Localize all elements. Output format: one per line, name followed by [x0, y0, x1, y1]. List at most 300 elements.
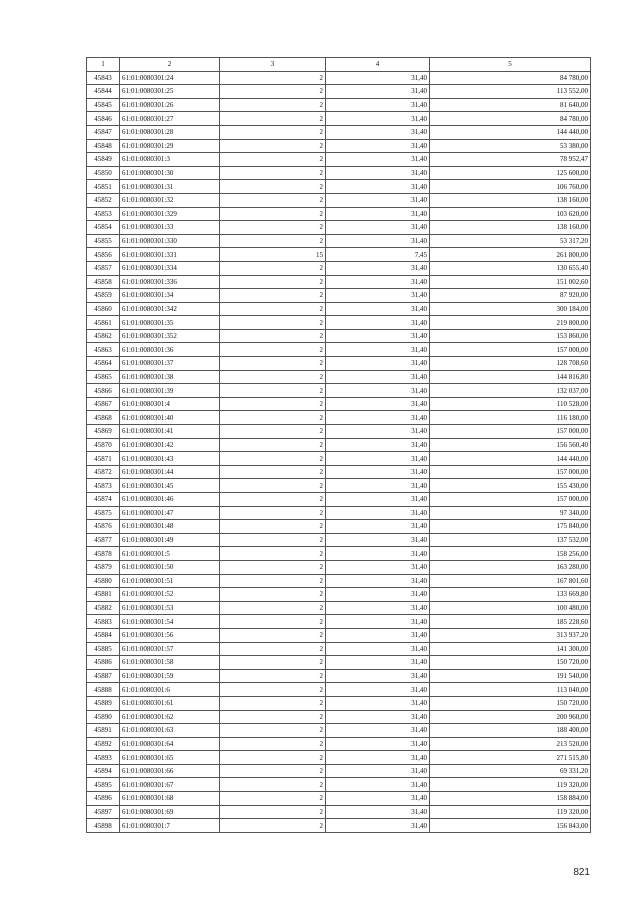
table-cell-col-2: 61:01:0080301:44 [120, 465, 220, 479]
table-cell-col-5: 119 320,00 [430, 805, 591, 819]
table-cell-col-3: 2 [220, 411, 326, 425]
table-row [87, 506, 591, 520]
table-row [87, 207, 591, 221]
table-cell-col-3: 2 [220, 792, 326, 806]
table-cell-col-4: 31,40 [326, 98, 430, 112]
table-row [87, 493, 591, 507]
table-row [87, 642, 591, 656]
table-cell-col-2: 61:01:0080301:37 [120, 357, 220, 371]
table-cell-col-2: 61:01:0080301:47 [120, 506, 220, 520]
table-row [87, 411, 591, 425]
table-cell-col-2: 61:01:0080301:35 [120, 316, 220, 330]
table-cell-col-3: 2 [220, 479, 326, 493]
table-cell-col-1: 45892 [87, 737, 120, 751]
table-row [87, 125, 591, 139]
header-col-4: 4 [326, 58, 430, 72]
table-cell-col-4: 31,40 [326, 329, 430, 343]
table-cell-col-4: 31,40 [326, 805, 430, 819]
table-cell-col-4: 31,40 [326, 696, 430, 710]
table-cell-col-1: 45866 [87, 384, 120, 398]
table-cell-col-5: 137 532,00 [430, 533, 591, 547]
table-row [87, 710, 591, 724]
table-row [87, 669, 591, 683]
table-cell-col-2: 61:01:0080301:331 [120, 248, 220, 262]
table-cell-col-2: 61:01:0080301:62 [120, 710, 220, 724]
table-cell-col-4: 31,40 [326, 724, 430, 738]
table-cell-col-2: 61:01:0080301:68 [120, 792, 220, 806]
table-cell-col-3: 2 [220, 180, 326, 194]
table-cell-col-1: 45873 [87, 479, 120, 493]
table-cell-col-2: 61:01:0080301:42 [120, 438, 220, 452]
table-cell-col-1: 45879 [87, 560, 120, 574]
table-cell-col-1: 45852 [87, 193, 120, 207]
table-cell-col-2: 61:01:0080301:27 [120, 112, 220, 126]
table-cell-col-3: 2 [220, 560, 326, 574]
table-cell-col-2: 61:01:0080301:36 [120, 343, 220, 357]
table-row [87, 438, 591, 452]
table-cell-col-3: 2 [220, 71, 326, 85]
table-cell-col-2: 61:01:0080301:64 [120, 737, 220, 751]
table-cell-col-4: 31,40 [326, 316, 430, 330]
table-cell-col-1: 45872 [87, 465, 120, 479]
table-cell-col-5: 219 800,00 [430, 316, 591, 330]
table-cell-col-1: 45851 [87, 180, 120, 194]
table-cell-col-2: 61:01:0080301:40 [120, 411, 220, 425]
table-row [87, 792, 591, 806]
table-cell-col-1: 45887 [87, 669, 120, 683]
table-cell-col-1: 45847 [87, 125, 120, 139]
table-cell-col-3: 2 [220, 316, 326, 330]
table-cell-col-4: 31,40 [326, 465, 430, 479]
table-cell-col-4: 31,40 [326, 153, 430, 167]
table-cell-col-5: 156 843,00 [430, 819, 591, 833]
table-cell-col-1: 45889 [87, 696, 120, 710]
table-cell-col-3: 2 [220, 357, 326, 371]
table-cell-col-5: 113 040,00 [430, 683, 591, 697]
table-cell-col-1: 45848 [87, 139, 120, 153]
table-row [87, 153, 591, 167]
table-cell-col-4: 31,40 [326, 289, 430, 303]
table-cell-col-2: 61:01:0080301:52 [120, 588, 220, 602]
table-cell-col-2: 61:01:0080301:329 [120, 207, 220, 221]
table-cell-col-3: 2 [220, 601, 326, 615]
table-cell-col-4: 31,40 [326, 166, 430, 180]
table-cell-col-1: 45861 [87, 316, 120, 330]
table-cell-col-1: 45867 [87, 397, 120, 411]
table-cell-col-5: 84 780,00 [430, 71, 591, 85]
table-cell-col-1: 45857 [87, 261, 120, 275]
table-cell-col-2: 61:01:0080301:43 [120, 452, 220, 466]
table-cell-col-5: 157 000,00 [430, 493, 591, 507]
table-cell-col-5: 87 920,00 [430, 289, 591, 303]
table-cell-col-5: 153 860,00 [430, 329, 591, 343]
table-cell-col-3: 2 [220, 438, 326, 452]
table-row [87, 615, 591, 629]
table-cell-col-3: 2 [220, 234, 326, 248]
table-cell-col-1: 45845 [87, 98, 120, 112]
table-cell-col-1: 45865 [87, 370, 120, 384]
table-cell-col-2: 61:01:0080301:56 [120, 628, 220, 642]
table-cell-col-3: 2 [220, 751, 326, 765]
table-cell-col-3: 2 [220, 465, 326, 479]
table-cell-col-3: 2 [220, 275, 326, 289]
table-cell-col-1: 45850 [87, 166, 120, 180]
table-cell-col-4: 31,40 [326, 261, 430, 275]
table-cell-col-1: 45843 [87, 71, 120, 85]
table-cell-col-5: 271 515,80 [430, 751, 591, 765]
table-cell-col-5: 144 440,00 [430, 125, 591, 139]
table-cell-col-4: 31,40 [326, 193, 430, 207]
table-row [87, 112, 591, 126]
table-cell-col-1: 45894 [87, 764, 120, 778]
table-cell-col-4: 31,40 [326, 425, 430, 439]
table-cell-col-5: 78 952,47 [430, 153, 591, 167]
table-cell-col-4: 31,40 [326, 479, 430, 493]
table-cell-col-3: 2 [220, 493, 326, 507]
table-cell-col-5: 100 480,00 [430, 601, 591, 615]
table-row [87, 778, 591, 792]
table-cell-col-3: 2 [220, 302, 326, 316]
table-cell-col-2: 61:01:0080301:24 [120, 71, 220, 85]
table-cell-col-2: 61:01:0080301:38 [120, 370, 220, 384]
table-cell-col-1: 45856 [87, 248, 120, 262]
table-cell-col-3: 2 [220, 193, 326, 207]
table-cell-col-1: 45880 [87, 574, 120, 588]
table-cell-col-2: 61:01:0080301:46 [120, 493, 220, 507]
table-row [87, 560, 591, 574]
table-cell-col-3: 2 [220, 166, 326, 180]
table-cell-col-2: 61:01:0080301:41 [120, 425, 220, 439]
table-cell-col-4: 7,45 [326, 248, 430, 262]
header-col-2: 2 [120, 58, 220, 72]
table-cell-col-3: 2 [220, 384, 326, 398]
table-cell-col-4: 31,40 [326, 207, 430, 221]
table-cell-col-1: 45859 [87, 289, 120, 303]
table-row [87, 601, 591, 615]
table-cell-col-4: 31,40 [326, 85, 430, 99]
table-cell-col-1: 45895 [87, 778, 120, 792]
table-cell-col-3: 2 [220, 520, 326, 534]
table-cell-col-4: 31,40 [326, 71, 430, 85]
table-cell-col-5: 191 540,00 [430, 669, 591, 683]
table-cell-col-2: 61:01:0080301:51 [120, 574, 220, 588]
table-row [87, 656, 591, 670]
table-cell-col-1: 45864 [87, 357, 120, 371]
table-cell-col-3: 2 [220, 85, 326, 99]
table-cell-col-3: 2 [220, 207, 326, 221]
table-cell-col-4: 31,40 [326, 384, 430, 398]
table-cell-col-5: 156 560,40 [430, 438, 591, 452]
table-cell-col-2: 61:01:0080301:31 [120, 180, 220, 194]
table-cell-col-1: 45869 [87, 425, 120, 439]
page-number: 821 [573, 867, 590, 878]
table-row [87, 357, 591, 371]
table-cell-col-1: 45853 [87, 207, 120, 221]
table-cell-col-3: 2 [220, 125, 326, 139]
table-cell-col-1: 45871 [87, 452, 120, 466]
table-cell-col-3: 2 [220, 452, 326, 466]
table-cell-col-5: 103 620,00 [430, 207, 591, 221]
table-cell-col-1: 45884 [87, 628, 120, 642]
table-cell-col-1: 45881 [87, 588, 120, 602]
table-row [87, 289, 591, 303]
header-row [87, 58, 591, 72]
table-cell-col-2: 61:01:0080301:48 [120, 520, 220, 534]
table-cell-col-4: 31,40 [326, 547, 430, 561]
table-cell-col-3: 2 [220, 628, 326, 642]
table-cell-col-1: 45885 [87, 642, 120, 656]
table-cell-col-3: 2 [220, 778, 326, 792]
table-cell-col-5: 313 937,20 [430, 628, 591, 642]
table-cell-col-2: 61:01:0080301:57 [120, 642, 220, 656]
header-col-3: 3 [220, 58, 326, 72]
table-cell-col-5: 150 720,00 [430, 656, 591, 670]
table-cell-col-4: 31,40 [326, 370, 430, 384]
table-cell-col-3: 2 [220, 506, 326, 520]
table-row [87, 452, 591, 466]
table-cell-col-2: 61:01:0080301:29 [120, 139, 220, 153]
table-cell-col-3: 2 [220, 221, 326, 235]
table-cell-col-1: 45874 [87, 493, 120, 507]
table-cell-col-3: 2 [220, 261, 326, 275]
table-cell-col-1: 45863 [87, 343, 120, 357]
table-cell-col-4: 31,40 [326, 656, 430, 670]
table-cell-col-4: 31,40 [326, 506, 430, 520]
table-cell-col-2: 61:01:0080301:26 [120, 98, 220, 112]
table-row [87, 71, 591, 85]
table-cell-col-3: 2 [220, 533, 326, 547]
table-cell-col-1: 45891 [87, 724, 120, 738]
table-cell-col-5: 158 884,00 [430, 792, 591, 806]
table-cell-col-2: 61:01:0080301:69 [120, 805, 220, 819]
table-row [87, 166, 591, 180]
table-cell-col-4: 31,40 [326, 343, 430, 357]
table-cell-col-3: 2 [220, 112, 326, 126]
table-cell-col-4: 31,40 [326, 112, 430, 126]
table-row [87, 248, 591, 262]
table-row [87, 588, 591, 602]
table-row [87, 343, 591, 357]
table-cell-col-4: 31,40 [326, 357, 430, 371]
table-row [87, 425, 591, 439]
table-cell-col-3: 2 [220, 710, 326, 724]
table-cell-col-3: 2 [220, 153, 326, 167]
table-cell-col-5: 125 600,00 [430, 166, 591, 180]
table-cell-col-1: 45888 [87, 683, 120, 697]
table-cell-col-2: 61:01:0080301:334 [120, 261, 220, 275]
table-row [87, 628, 591, 642]
table-cell-col-5: 138 160,00 [430, 221, 591, 235]
table-row [87, 737, 591, 751]
table-cell-col-3: 2 [220, 724, 326, 738]
table-cell-col-2: 61:01:0080301:25 [120, 85, 220, 99]
table-cell-col-2: 61:01:0080301:49 [120, 533, 220, 547]
table-cell-col-2: 61:01:0080301:65 [120, 751, 220, 765]
table-row [87, 180, 591, 194]
table-cell-col-5: 188 400,00 [430, 724, 591, 738]
table-cell-col-5: 155 430,00 [430, 479, 591, 493]
table-cell-col-1: 45868 [87, 411, 120, 425]
table-cell-col-3: 2 [220, 139, 326, 153]
table-cell-col-2: 61:01:0080301:59 [120, 669, 220, 683]
table-row [87, 520, 591, 534]
table-cell-col-2: 61:01:0080301:7 [120, 819, 220, 833]
table-cell-col-2: 61:01:0080301:32 [120, 193, 220, 207]
table-row [87, 683, 591, 697]
table-cell-col-2: 61:01:0080301:28 [120, 125, 220, 139]
table-cell-col-2: 61:01:0080301:54 [120, 615, 220, 629]
table-row [87, 370, 591, 384]
table-cell-col-2: 61:01:0080301:3 [120, 153, 220, 167]
table-cell-col-1: 45896 [87, 792, 120, 806]
table-cell-col-3: 2 [220, 683, 326, 697]
table-cell-col-5: 110 528,00 [430, 397, 591, 411]
table-row [87, 547, 591, 561]
table-cell-col-5: 167 801,60 [430, 574, 591, 588]
table-cell-col-4: 31,40 [326, 125, 430, 139]
table-cell-col-2: 61:01:0080301:53 [120, 601, 220, 615]
table-cell-col-1: 45855 [87, 234, 120, 248]
table-cell-col-5: 97 340,00 [430, 506, 591, 520]
header-col-5: 5 [430, 58, 591, 72]
table-cell-col-3: 2 [220, 343, 326, 357]
table-cell-col-5: 300 184,00 [430, 302, 591, 316]
table-cell-col-4: 31,40 [326, 221, 430, 235]
table-cell-col-4: 31,40 [326, 180, 430, 194]
table-cell-col-2: 61:01:0080301:58 [120, 656, 220, 670]
table-cell-col-1: 45882 [87, 601, 120, 615]
table-cell-col-5: 144 440,00 [430, 452, 591, 466]
table-cell-col-5: 213 520,00 [430, 737, 591, 751]
table-cell-col-5: 106 760,00 [430, 180, 591, 194]
table-cell-col-5: 163 280,00 [430, 560, 591, 574]
table-cell-col-4: 31,40 [326, 642, 430, 656]
table-cell-col-4: 31,40 [326, 452, 430, 466]
table-cell-col-4: 31,40 [326, 234, 430, 248]
data-table [86, 57, 591, 833]
table-row [87, 234, 591, 248]
table-cell-col-2: 61:01:0080301:45 [120, 479, 220, 493]
table-cell-col-4: 31,40 [326, 397, 430, 411]
table-cell-col-5: 81 640,00 [430, 98, 591, 112]
table-cell-col-4: 31,40 [326, 560, 430, 574]
table-cell-col-5: 150 720,00 [430, 696, 591, 710]
table-cell-col-4: 31,40 [326, 438, 430, 452]
table-cell-col-3: 2 [220, 615, 326, 629]
table-cell-col-3: 2 [220, 397, 326, 411]
table-cell-col-3: 2 [220, 656, 326, 670]
table-cell-col-1: 45846 [87, 112, 120, 126]
table-cell-col-3: 2 [220, 588, 326, 602]
table-cell-col-1: 45883 [87, 615, 120, 629]
table-cell-col-4: 31,40 [326, 520, 430, 534]
table-cell-col-4: 31,40 [326, 710, 430, 724]
table-cell-col-4: 31,40 [326, 302, 430, 316]
table-row [87, 193, 591, 207]
table-cell-col-3: 15 [220, 248, 326, 262]
table-cell-col-5: 158 256,00 [430, 547, 591, 561]
table-cell-col-2: 61:01:0080301:34 [120, 289, 220, 303]
table-cell-col-4: 31,40 [326, 764, 430, 778]
table-cell-col-5: 175 840,00 [430, 520, 591, 534]
table-cell-col-1: 45862 [87, 329, 120, 343]
table-row [87, 85, 591, 99]
table-cell-col-5: 128 708,60 [430, 357, 591, 371]
table-row [87, 764, 591, 778]
table-cell-col-2: 61:01:0080301:61 [120, 696, 220, 710]
table-cell-col-3: 2 [220, 764, 326, 778]
table-cell-col-3: 2 [220, 98, 326, 112]
table-row [87, 819, 591, 833]
table-cell-col-5: 157 000,00 [430, 425, 591, 439]
table-cell-col-4: 31,40 [326, 533, 430, 547]
table-cell-col-1: 45876 [87, 520, 120, 534]
table-cell-col-4: 31,40 [326, 139, 430, 153]
table-cell-col-1: 45878 [87, 547, 120, 561]
table-cell-col-1: 45844 [87, 85, 120, 99]
table-cell-col-5: 119 320,00 [430, 778, 591, 792]
table-row [87, 465, 591, 479]
table-cell-col-4: 31,40 [326, 737, 430, 751]
table-body [87, 71, 591, 832]
table-cell-col-3: 2 [220, 669, 326, 683]
table-cell-col-5: 53 317,20 [430, 234, 591, 248]
table-cell-col-5: 84 780,00 [430, 112, 591, 126]
table-cell-col-1: 45877 [87, 533, 120, 547]
table-cell-col-2: 61:01:0080301:4 [120, 397, 220, 411]
table-row [87, 98, 591, 112]
table-row [87, 479, 591, 493]
table-row [87, 261, 591, 275]
table-cell-col-4: 31,40 [326, 275, 430, 289]
table-row [87, 221, 591, 235]
table-cell-col-2: 61:01:0080301:67 [120, 778, 220, 792]
table-cell-col-3: 2 [220, 547, 326, 561]
table-row [87, 696, 591, 710]
table-cell-col-2: 61:01:0080301:66 [120, 764, 220, 778]
table-cell-col-4: 31,40 [326, 588, 430, 602]
table-cell-col-2: 61:01:0080301:352 [120, 329, 220, 343]
table-cell-col-4: 31,40 [326, 411, 430, 425]
table-cell-col-5: 133 669,80 [430, 588, 591, 602]
table-cell-col-5: 141 300,00 [430, 642, 591, 656]
table-cell-col-3: 2 [220, 289, 326, 303]
table-cell-col-2: 61:01:0080301:5 [120, 547, 220, 561]
table-row [87, 275, 591, 289]
table-cell-col-1: 45860 [87, 302, 120, 316]
table-cell-col-1: 45886 [87, 656, 120, 670]
table-cell-col-2: 61:01:0080301:336 [120, 275, 220, 289]
table-cell-col-5: 132 037,00 [430, 384, 591, 398]
table-cell-col-4: 31,40 [326, 628, 430, 642]
table-row [87, 384, 591, 398]
table-row [87, 329, 591, 343]
table-cell-col-2: 61:01:0080301:342 [120, 302, 220, 316]
table-row [87, 533, 591, 547]
table-cell-col-1: 45890 [87, 710, 120, 724]
table-row [87, 574, 591, 588]
table-cell-col-4: 31,40 [326, 778, 430, 792]
table-cell-col-2: 61:01:0080301:30 [120, 166, 220, 180]
table-row [87, 397, 591, 411]
table-cell-col-3: 2 [220, 696, 326, 710]
table-cell-col-1: 45898 [87, 819, 120, 833]
table-cell-col-3: 2 [220, 805, 326, 819]
table-cell-col-5: 113 552,00 [430, 85, 591, 99]
table-cell-col-3: 2 [220, 329, 326, 343]
table-row [87, 139, 591, 153]
table-cell-col-4: 31,40 [326, 615, 430, 629]
